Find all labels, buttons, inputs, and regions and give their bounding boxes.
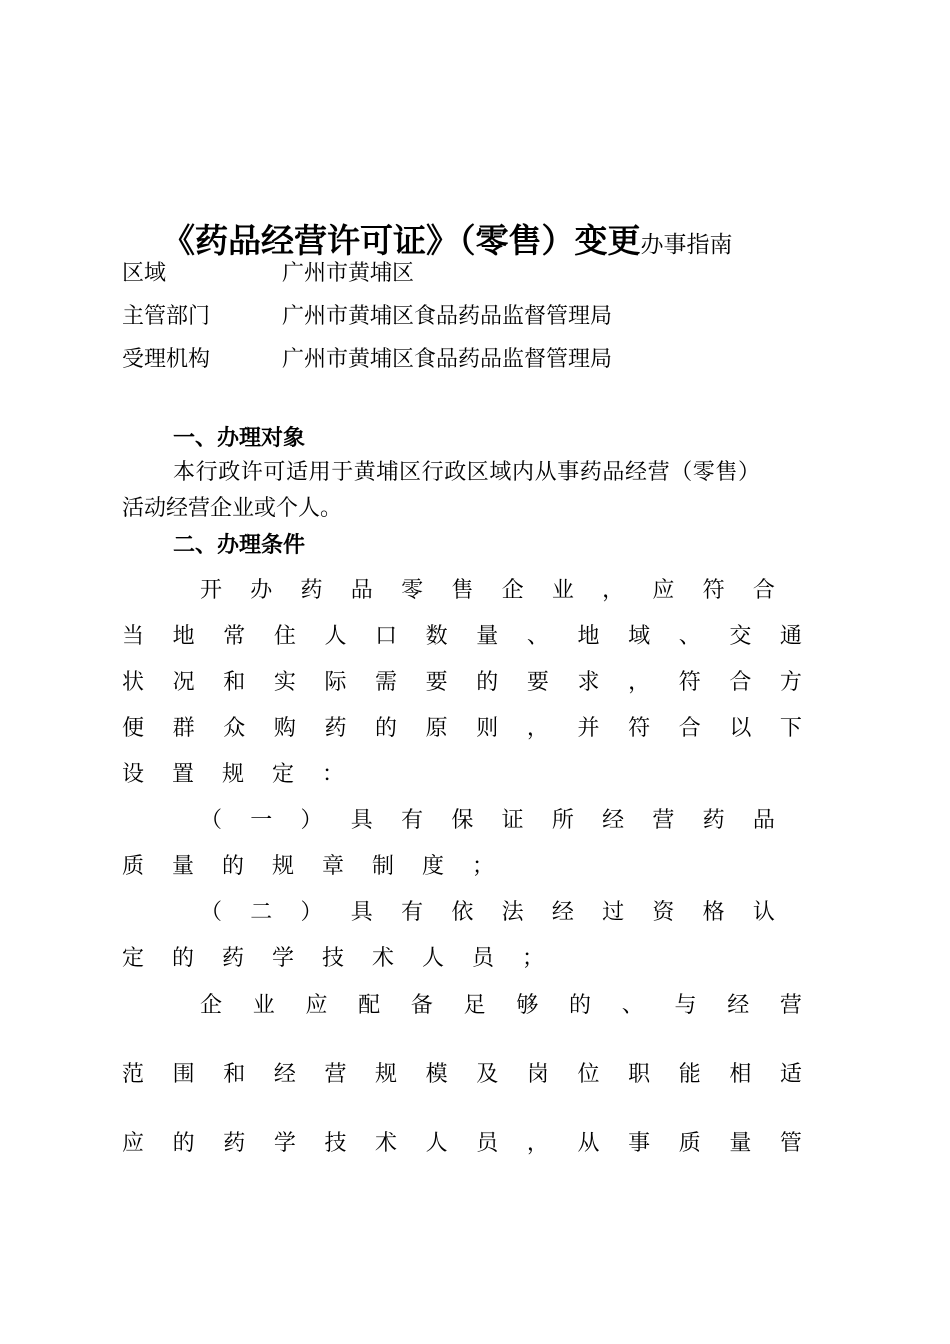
condition-char: 药: [223, 1131, 246, 1156]
condition-char: 从: [577, 1131, 600, 1156]
condition-char: 品: [752, 808, 775, 833]
condition-char: 人: [425, 1131, 448, 1156]
condition-char: 的: [476, 670, 499, 695]
condition-char: 术: [375, 1131, 398, 1156]
applicant-line-1: 本行政许可适用于黄埔区行政区域内从事药品经营（零售）: [173, 460, 761, 485]
condition-char: 规: [375, 1062, 398, 1087]
info-label: 主管部门: [122, 304, 211, 329]
condition-char: （: [200, 900, 223, 925]
condition-line: [122, 622, 802, 652]
section-heading-conditions: 二、办理条件: [173, 532, 306, 558]
condition-char: 事: [628, 1131, 651, 1156]
condition-char: 经: [551, 900, 574, 925]
condition-char: 合: [729, 670, 752, 695]
condition-char: 够: [516, 993, 539, 1018]
info-label: 区域: [122, 261, 167, 286]
condition-char: 地: [172, 624, 195, 649]
condition-char: 营: [652, 808, 675, 833]
condition-char: ）: [300, 900, 323, 925]
condition-char: 交: [729, 624, 752, 649]
condition-char: 要: [425, 670, 448, 695]
condition-char: 二: [250, 900, 273, 925]
condition-char: 术: [372, 946, 395, 971]
condition-char: 下: [779, 716, 802, 741]
condition-char: 备: [410, 993, 433, 1018]
condition-char: 相: [729, 1062, 752, 1087]
condition-char: 职: [628, 1062, 651, 1087]
info-value: 广州市黄埔区食品药品监督管理局: [282, 304, 613, 329]
condition-char: 所: [551, 808, 574, 833]
condition-line: [200, 991, 802, 1021]
condition-char: 品: [350, 578, 373, 603]
info-label: 受理机构: [122, 347, 211, 372]
condition-char: 量: [476, 624, 499, 649]
condition-char: 人: [324, 624, 347, 649]
condition-char: 适: [779, 1062, 802, 1087]
info-row-region: [122, 258, 414, 290]
condition-line: [122, 852, 802, 882]
condition-char: 证: [501, 808, 524, 833]
condition-char: 的: [375, 716, 398, 741]
condition-char: ，: [526, 1131, 549, 1156]
condition-char: 置: [172, 762, 195, 787]
condition-char: 的: [569, 993, 592, 1018]
condition-char: 数: [425, 624, 448, 649]
condition-char: 住: [273, 624, 296, 649]
condition-char: 方: [779, 670, 802, 695]
condition-char: 的: [172, 946, 195, 971]
condition-char: 量: [729, 1131, 752, 1156]
condition-char: 符: [628, 716, 651, 741]
condition-char: 药: [702, 808, 725, 833]
condition-char: 营: [779, 993, 802, 1018]
condition-char: 人: [422, 946, 445, 971]
condition-char: 规: [272, 854, 295, 879]
condition-char: 药: [300, 578, 323, 603]
condition-char: 配: [358, 993, 381, 1018]
condition-char: 管: [779, 1131, 802, 1156]
condition-char: 经: [602, 808, 625, 833]
condition-char: 依: [451, 900, 474, 925]
condition-char: 合: [678, 716, 701, 741]
condition-char: 、: [678, 624, 701, 649]
condition-char: 状: [122, 670, 145, 695]
condition-char: 地: [577, 624, 600, 649]
condition-char: 及: [476, 1062, 499, 1087]
document-title: [162, 215, 733, 262]
condition-char: 认: [752, 900, 775, 925]
condition-char: 常: [223, 624, 246, 649]
condition-line: [200, 806, 775, 836]
info-row-agency: [122, 344, 612, 376]
condition-char: 符: [678, 670, 701, 695]
condition-char: 格: [702, 900, 725, 925]
condition-char: 应: [305, 993, 328, 1018]
condition-char: 则: [476, 716, 499, 741]
condition-char: 要: [526, 670, 549, 695]
condition-char: 当: [122, 624, 145, 649]
condition-char: 围: [172, 1062, 195, 1087]
condition-char: 售: [451, 578, 474, 603]
condition-line: [122, 944, 802, 974]
condition-char: 制: [372, 854, 395, 879]
condition-char: 的: [222, 854, 245, 879]
condition-char: 质: [678, 1131, 701, 1156]
condition-char: 有: [401, 900, 424, 925]
condition-char: 以: [729, 716, 752, 741]
condition-char: 度: [422, 854, 445, 879]
condition-char: ；: [522, 946, 545, 971]
condition-char: 业: [252, 993, 275, 1018]
condition-char: 具: [350, 900, 373, 925]
condition-char: ，: [602, 578, 625, 603]
condition-char: 需: [375, 670, 398, 695]
info-value: 广州市黄埔区食品药品监督管理局: [282, 347, 613, 372]
condition-char: ；: [472, 854, 495, 879]
section-heading-applicant: 一、办理对象: [173, 425, 306, 451]
condition-char: 和: [223, 670, 246, 695]
condition-char: 购: [273, 716, 296, 741]
condition-char: 符: [702, 578, 725, 603]
condition-char: 应: [122, 1131, 145, 1156]
condition-char: 能: [678, 1062, 701, 1087]
condition-char: 、: [621, 993, 644, 1018]
condition-char: 况: [172, 670, 195, 695]
condition-char: 群: [172, 716, 195, 741]
condition-line: [122, 714, 802, 744]
condition-char: 业: [551, 578, 574, 603]
condition-char: 一: [250, 808, 273, 833]
condition-char: 并: [577, 716, 600, 741]
condition-char: 保: [451, 808, 474, 833]
condition-char: 学: [272, 946, 295, 971]
condition-char: 原: [425, 716, 448, 741]
condition-char: 量: [172, 854, 195, 879]
condition-char: 过: [602, 900, 625, 925]
condition-char: 企: [200, 993, 223, 1018]
condition-char: 位: [577, 1062, 600, 1087]
condition-char: 药: [324, 716, 347, 741]
condition-char: 模: [425, 1062, 448, 1087]
condition-line: [200, 898, 775, 928]
condition-line: [122, 668, 802, 698]
info-row-department: [122, 301, 612, 333]
condition-char: 便: [122, 716, 145, 741]
condition-char: 和: [223, 1062, 246, 1087]
condition-char: 域: [628, 624, 651, 649]
condition-char: 有: [401, 808, 424, 833]
title-sub: 办事指南: [640, 232, 733, 258]
condition-char: 实: [273, 670, 296, 695]
condition-char: 药: [222, 946, 245, 971]
condition-char: 、: [526, 624, 549, 649]
condition-char: 经: [273, 1062, 296, 1087]
condition-char: ，: [628, 670, 651, 695]
condition-char: 范: [122, 1062, 145, 1087]
condition-char: 技: [322, 946, 345, 971]
condition-char: 定: [122, 946, 145, 971]
condition-char: 办: [250, 578, 273, 603]
condition-line: [200, 576, 775, 606]
condition-char: ）: [300, 808, 323, 833]
condition-char: 员: [472, 946, 495, 971]
condition-char: 通: [779, 624, 802, 649]
condition-char: 员: [476, 1131, 499, 1156]
condition-char: 经: [727, 993, 750, 1018]
condition-char: 具: [350, 808, 373, 833]
condition-char: 开: [200, 578, 223, 603]
condition-char: 零: [401, 578, 424, 603]
condition-char: 设: [122, 762, 145, 787]
condition-char: 营: [324, 1062, 347, 1087]
condition-char: 的: [172, 1131, 195, 1156]
condition-char: 求: [577, 670, 600, 695]
condition-char: 合: [752, 578, 775, 603]
condition-char: 资: [652, 900, 675, 925]
condition-line: [122, 1129, 802, 1159]
condition-char: 法: [501, 900, 524, 925]
condition-char: 学: [273, 1131, 296, 1156]
condition-char: 规: [222, 762, 245, 787]
condition-char: 足: [463, 993, 486, 1018]
condition-char: 章: [322, 854, 345, 879]
condition-line: [122, 1060, 802, 1090]
condition-char: 定: [272, 762, 295, 787]
condition-char: 企: [501, 578, 524, 603]
condition-char: ，: [526, 716, 549, 741]
applicant-line-2: 活动经营企业或个人。: [122, 496, 343, 521]
condition-char: 应: [652, 578, 675, 603]
condition-char: 与: [674, 993, 697, 1018]
condition-char: （: [200, 808, 223, 833]
condition-char: 众: [223, 716, 246, 741]
condition-line: [122, 760, 802, 790]
condition-char: 口: [375, 624, 398, 649]
condition-char: 岗: [526, 1062, 549, 1087]
info-value: 广州市黄埔区: [282, 261, 415, 286]
condition-char: ：: [322, 762, 345, 787]
condition-char: 际: [324, 670, 347, 695]
title-main: 《药品经营许可证》（零售）变更: [162, 221, 641, 260]
condition-char: 技: [324, 1131, 347, 1156]
condition-char: 质: [122, 854, 145, 879]
